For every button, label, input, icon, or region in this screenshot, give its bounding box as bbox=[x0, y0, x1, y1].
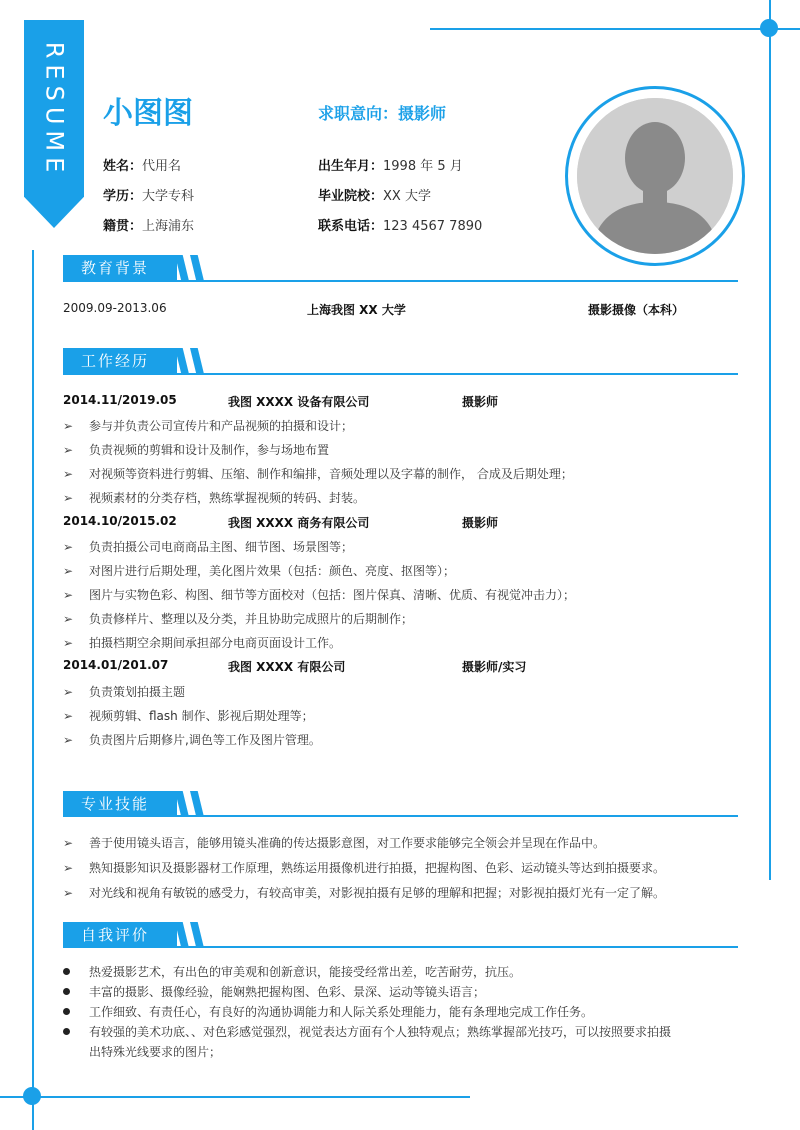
info-edu bbox=[103, 185, 194, 204]
arrow-bullet-icon: ➢ bbox=[63, 491, 74, 505]
section-underline bbox=[63, 815, 738, 817]
info-name-label: 姓名： bbox=[103, 159, 143, 174]
info-native bbox=[103, 215, 194, 234]
list-item-text: 热爱摄影艺术，有出色的审美观和创新意识，能接受经常出差，吃苦耐劳，抗压。 bbox=[89, 965, 522, 979]
arrow-bullet-icon: ➢ bbox=[63, 836, 74, 850]
info-edu-value: 大学专科 bbox=[142, 189, 195, 204]
job-title: 摄影师 bbox=[462, 395, 499, 409]
avatar bbox=[577, 98, 733, 254]
list-item-text: 工作细致、有责任心，有良好的沟通协调能力和人际关系处理能力，能有条理地完成工作任务。 bbox=[89, 1005, 594, 1019]
profile-photo bbox=[565, 86, 745, 266]
list-item-text: 负责视频的剪辑和设计及制作，参与场地布置 bbox=[89, 443, 330, 457]
list-item-text: 负责图片后期修片,调色等工作及图片管理。 bbox=[89, 733, 321, 747]
info-edu-label: 学历： bbox=[103, 189, 143, 204]
list-item bbox=[63, 707, 314, 724]
list-item-text: 视频剪辑、flash 制作、影视后期处理等； bbox=[89, 709, 314, 723]
job-title: 摄影师/实习 bbox=[462, 660, 527, 674]
list-item-text: 视频素材的分类存档，熟练掌握视频的转码、封装。 bbox=[89, 491, 366, 505]
top-frame-line bbox=[430, 28, 800, 30]
list-item-text: 图片与实物色彩、构图、细节等方面校对（包括：图片保真、清晰、优质、有视觉冲击力）； bbox=[89, 588, 576, 602]
section-underline bbox=[63, 946, 738, 948]
resume-label: RESUME bbox=[40, 41, 69, 179]
list-item bbox=[63, 1023, 671, 1040]
arrow-bullet-icon: ➢ bbox=[63, 886, 74, 900]
person-silhouette-icon bbox=[577, 98, 733, 254]
edu-period: 2009.09-2013.06 bbox=[63, 301, 167, 315]
left-frame-line bbox=[32, 250, 34, 1130]
list-item bbox=[63, 417, 353, 434]
list-item-text: 对光线和视角有敏锐的感受力，有较高审美，对影视拍摄有足够的理解和把握；对影视拍摄灯光有一定了解。 bbox=[89, 886, 666, 900]
info-native-value: 上海浦东 bbox=[142, 219, 195, 234]
section-underline bbox=[63, 280, 738, 282]
section-stripe bbox=[190, 791, 204, 817]
candidate-name: 小图图 bbox=[103, 96, 193, 131]
dot-bullet-icon bbox=[63, 988, 70, 995]
section-stripe bbox=[190, 348, 204, 374]
arrow-bullet-icon: ➢ bbox=[63, 443, 74, 457]
list-item bbox=[63, 562, 455, 579]
info-birth-label: 出生年月： bbox=[318, 159, 384, 174]
section-stripe bbox=[175, 791, 189, 817]
info-name bbox=[103, 155, 181, 174]
list-item bbox=[63, 731, 321, 748]
section-education-title: 教育背景 bbox=[63, 255, 177, 281]
arrow-bullet-icon: ➢ bbox=[63, 588, 74, 602]
list-item bbox=[63, 586, 575, 603]
job-company: 我图 XXXX 有限公司 bbox=[228, 660, 346, 674]
list-item-text: 有较强的美术功底、、对色彩感觉强烈，视觉表达方面有个人独特观点；熟练掌握部光技巧，可以按照要求拍摄 bbox=[89, 1025, 672, 1039]
list-item bbox=[63, 634, 341, 651]
dot-bullet-icon bbox=[63, 1008, 70, 1015]
section-stripe bbox=[175, 348, 189, 374]
arrow-bullet-icon: ➢ bbox=[63, 564, 74, 578]
arrow-bullet-icon: ➢ bbox=[63, 685, 74, 699]
list-item bbox=[63, 859, 665, 876]
job-company: 我图 XXXX 设备有限公司 bbox=[228, 395, 370, 409]
list-item-text: 熟知摄影知识及摄影器材工作原理，熟练运用摄像机进行拍摄，把握构图、色彩、运动镜头等达到拍摄要求。 bbox=[89, 861, 666, 875]
list-item-text: 拍摄档期空余期间承担部分电商页面设计工作。 bbox=[89, 636, 342, 650]
section-work-title: 工作经历 bbox=[63, 348, 177, 374]
section-stripe bbox=[190, 922, 204, 948]
edu-major: 摄影摄像（本科） bbox=[588, 303, 685, 317]
arrow-bullet-icon: ➢ bbox=[63, 419, 74, 433]
arrow-bullet-icon: ➢ bbox=[63, 709, 74, 723]
section-skills-title: 专业技能 bbox=[63, 791, 177, 817]
arrow-bullet-icon: ➢ bbox=[63, 612, 74, 626]
info-school-value: XX 大学 bbox=[383, 189, 431, 204]
arrow-bullet-icon: ➢ bbox=[63, 540, 74, 554]
list-item bbox=[63, 683, 185, 700]
arrow-bullet-icon: ➢ bbox=[63, 733, 74, 747]
job-company: 我图 XXXX 商务有限公司 bbox=[228, 516, 370, 530]
list-item-text: 负责修样片、整理以及分类，并且协助完成照片的后期制作； bbox=[89, 612, 414, 626]
job-intent: 求职意向：摄影师 bbox=[318, 104, 447, 123]
section-underline bbox=[63, 373, 738, 375]
info-phone-label: 联系电话： bbox=[318, 219, 384, 234]
arrow-bullet-icon: ➢ bbox=[63, 861, 74, 875]
list-item-text: 参与并负责公司宣传片和产品视频的拍摄和设计； bbox=[89, 419, 354, 433]
list-item bbox=[63, 465, 573, 482]
list-item-text: 对视频等资料进行剪辑、压缩、制作和编排，音频处理以及字幕的制作， 合成及后期处理； bbox=[89, 467, 573, 481]
list-item-text: 负责策划拍摄主题 bbox=[89, 685, 186, 699]
section-stripe bbox=[190, 255, 204, 281]
list-item-continuation: 出特殊光线要求的图片； bbox=[89, 1045, 222, 1059]
job-period: 2014.11/2019.05 bbox=[63, 393, 177, 407]
section-stripe bbox=[175, 255, 189, 281]
job-period: 2014.01/201.07 bbox=[63, 658, 169, 672]
list-item bbox=[63, 884, 665, 901]
list-item bbox=[63, 963, 521, 980]
dot-bullet-icon bbox=[63, 1028, 70, 1035]
resume-ribbon-text bbox=[24, 30, 84, 190]
info-school bbox=[318, 185, 431, 204]
info-phone bbox=[318, 215, 482, 234]
list-item bbox=[63, 983, 485, 1000]
job-title: 摄影师 bbox=[462, 516, 499, 530]
job-period: 2014.10/2015.02 bbox=[63, 514, 177, 528]
list-item bbox=[63, 610, 413, 627]
arrow-bullet-icon: ➢ bbox=[63, 636, 74, 650]
bottom-frame-line bbox=[0, 1096, 470, 1098]
list-item-text: 善于使用镜头语言，能够用镜头准确的传达摄影意图，对工作要求能够完全领会并呈现在作品中。 bbox=[89, 836, 606, 850]
edu-school: 上海我图 XX 大学 bbox=[307, 303, 406, 317]
section-self-title: 自我评价 bbox=[63, 922, 177, 948]
section-stripe bbox=[175, 922, 189, 948]
list-item bbox=[63, 834, 605, 851]
list-item bbox=[63, 441, 329, 458]
list-item bbox=[63, 1003, 593, 1020]
list-item bbox=[63, 489, 365, 506]
info-name-value: 代用名 bbox=[142, 159, 182, 174]
list-item bbox=[63, 538, 353, 555]
dot-bullet-icon bbox=[63, 968, 70, 975]
list-item-text: 对图片进行后期处理，美化图片效果（包括：颜色、亮度、抠图等）； bbox=[89, 564, 456, 578]
list-item-text: 负责拍摄公司电商商品主图、细节图、场景图等； bbox=[89, 540, 354, 554]
top-right-dot bbox=[760, 19, 778, 37]
info-native-label: 籍贯： bbox=[103, 219, 143, 234]
info-birth-value: 1998 年 5 月 bbox=[383, 159, 463, 174]
list-item-text: 丰富的摄影、摄像经验，能娴熟把握构图、色彩、景深、运动等镜头语言； bbox=[89, 985, 486, 999]
bottom-left-dot bbox=[23, 1087, 41, 1105]
info-phone-value: 123 4567 7890 bbox=[383, 219, 483, 234]
info-school-label: 毕业院校： bbox=[318, 189, 384, 204]
info-birth bbox=[318, 155, 463, 174]
arrow-bullet-icon: ➢ bbox=[63, 467, 74, 481]
right-frame-line bbox=[769, 0, 771, 880]
